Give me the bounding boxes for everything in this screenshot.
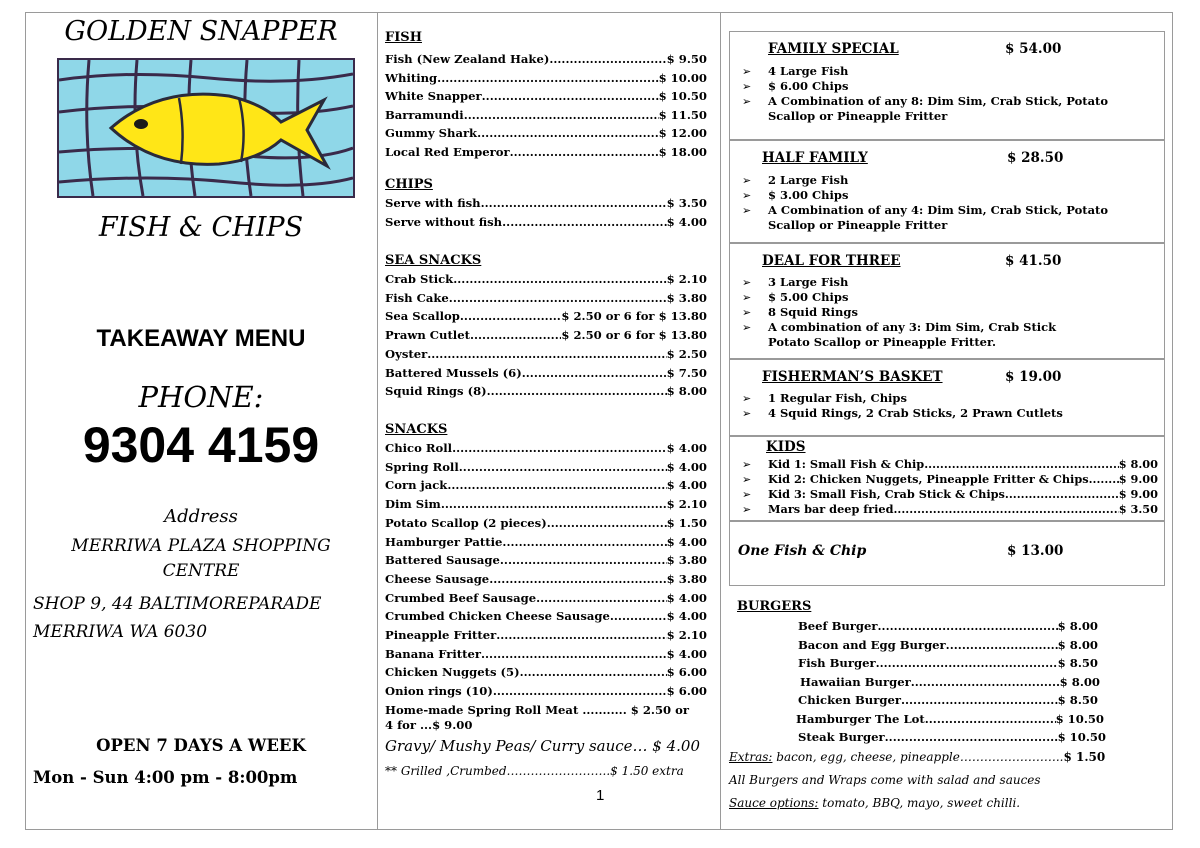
kids-item-price: $ 3.50 [1118, 502, 1158, 516]
sea-snack-item-row [385, 328, 707, 343]
snack-item-row [385, 609, 707, 624]
dot-leader [1005, 487, 1119, 502]
burger-item-name: Chicken Burger [798, 693, 901, 707]
extras-text: bacon, egg, cheese, pineapple…………………….. [772, 750, 1064, 764]
dot-leader [500, 553, 667, 568]
burger-item-price: $ 10.50 [1055, 711, 1104, 726]
sea-snack-item-price: $ 3.80 [666, 290, 707, 305]
snack-item-name: Chico Roll [385, 441, 453, 455]
dot-leader [496, 628, 666, 643]
deal-for-three-text: 8 Squid Rings [768, 305, 858, 319]
dot-leader [447, 478, 666, 493]
kids-item-row [742, 487, 1158, 502]
fish-item-row [385, 71, 707, 86]
dot-leader [502, 215, 667, 230]
address-line-4: MERRIWA WA 6030 [33, 622, 208, 642]
deal-for-three-line [742, 305, 858, 320]
snack-item-name: Crumbed Beef Sausage [385, 590, 537, 605]
sauce-label: Sauce options: [729, 796, 819, 810]
extras-price: $ 1.50 [1063, 750, 1106, 764]
takeaway-heading: TAKEAWAY MENU [96, 325, 306, 352]
arrow-bullet-icon: ➢ [742, 65, 752, 78]
fish-item-row [385, 52, 707, 67]
snack-item-price: $ 2.10 [666, 497, 707, 512]
fish-item-name: Gummy Shark [385, 126, 478, 141]
dot-leader [464, 108, 659, 123]
half-family-title: HALF FAMILY [762, 150, 868, 166]
burger-item-name: Bacon and Egg Burger [798, 637, 946, 652]
sea-snack-item-row [385, 309, 707, 324]
address-label: Address [164, 506, 238, 527]
fishermans-basket-line [742, 391, 907, 406]
burger-item-row [796, 712, 1104, 727]
half-family-line [742, 203, 1108, 218]
family-special-line [742, 79, 848, 94]
address-line-2: CENTRE [162, 561, 240, 581]
arrow-bullet-icon: ➢ [742, 276, 752, 289]
burger-item-name: Steak Burger [798, 730, 885, 744]
fish-heading: FISH [385, 30, 422, 45]
dot-leader [502, 535, 666, 550]
snack-item-name: Spring Roll [385, 459, 459, 474]
fish-item-row [385, 126, 707, 141]
dot-leader [901, 693, 1058, 708]
brand-name: GOLDEN SNAPPER [64, 16, 338, 47]
snack-item-name: Corn jack [385, 478, 448, 493]
kids-item-name: Kid 2: Chicken Nuggets, Pineapple Fritter & Chips [768, 472, 1089, 486]
snack-item-name: Banana Fritter [385, 646, 481, 661]
sea-snack-item-price: $ 2.10 [666, 272, 707, 286]
burger-item-name: Beef Burger [798, 619, 878, 633]
sea-snack-item-name: Crab Stick [385, 272, 454, 286]
snack-item-name: Dim Sim [385, 497, 441, 512]
deal-for-three-line [742, 275, 848, 290]
arrow-bullet-icon: ➢ [742, 503, 752, 516]
fishermans-basket-box [729, 359, 1165, 436]
gravy-line: Gravy/ Mushy Peas/ Curry sauce… $ 4.00 [385, 737, 701, 755]
dot-leader [482, 89, 659, 104]
sea-snack-item-row [385, 384, 707, 399]
arrow-bullet-icon: ➢ [742, 189, 752, 202]
arrow-bullet-icon: ➢ [742, 291, 752, 304]
sea-snack-item-price: $ 7.50 [666, 365, 707, 380]
deal-for-three-title: DEAL FOR THREE [762, 253, 901, 269]
fishermans-basket-price: $ 19.00 [1005, 369, 1062, 385]
sea-snack-item-row [385, 366, 707, 381]
half-family-text: $ 3.00 Chips [768, 188, 849, 202]
fishermans-basket-line [742, 406, 1063, 421]
fish-item-price: $ 18.00 [658, 145, 707, 159]
sea-snack-item-price: $ 2.50 or 6 for $ 13.80 [561, 328, 707, 343]
dot-leader [477, 126, 658, 141]
arrow-bullet-icon: ➢ [742, 488, 752, 501]
burger-item-row [798, 730, 1106, 745]
burger-note: All Burgers and Wraps come with salad and sauces [729, 773, 1041, 787]
sea-snack-item-name: Battered Mussels (6) [385, 365, 522, 380]
arrow-bullet-icon: ➢ [742, 392, 752, 405]
dot-leader [610, 609, 667, 624]
dot-leader [487, 384, 667, 399]
snack-item-name: Hamburger Pattie [385, 534, 503, 549]
family-special-box [729, 31, 1165, 140]
family-special-text: $ 6.00 Chips [768, 79, 849, 93]
fish-item-row [385, 145, 707, 160]
snack-item-row [385, 684, 707, 699]
fish-icon [59, 60, 353, 196]
kids-item-price: $ 9.00 [1118, 472, 1158, 486]
fish-item-name: Fish (New Zealand Hake) [385, 52, 550, 66]
deal-for-three-text: 3 Large Fish [768, 275, 849, 289]
sea-snack-item-name: Sea Scallop [385, 309, 460, 324]
snack-item-price: $ 6.00 [666, 665, 707, 680]
sea-snack-item-row [385, 291, 707, 306]
fish-item-name: Barramundi [385, 107, 464, 122]
arrow-bullet-icon: ➢ [742, 306, 752, 319]
deal-for-three-line [742, 290, 848, 305]
one-fish-price: $ 13.00 [1007, 543, 1064, 559]
snack-item-row [385, 572, 707, 587]
snack-item-price: $ 4.00 [666, 590, 707, 605]
sea-snack-item-name: Fish Cake [385, 290, 449, 305]
burger-item-name: Fish Burger [798, 656, 876, 670]
family-special-line [742, 109, 947, 124]
burger-item-row [798, 638, 1098, 653]
snack-item-row [385, 478, 707, 493]
half-family-text: A Combination of any 4: Dim Sim, Crab Stick, Potato [768, 203, 1109, 217]
dot-leader [452, 441, 667, 456]
fish-mosaic-logo [57, 58, 355, 198]
kids-item-name: Kid 3: Small Fish, Crab Stick & Chips [768, 487, 1005, 501]
arrow-bullet-icon: ➢ [742, 473, 752, 486]
dot-leader [522, 366, 667, 381]
kids-title: KIDS [766, 439, 806, 455]
burger-item-price: $ 10.50 [1057, 730, 1106, 744]
snack-item-price: $ 4.00 [666, 609, 707, 624]
address-line-1: MERRIWA PLAZA SHOPPING [71, 536, 331, 556]
dot-leader [510, 145, 659, 160]
dot-leader [470, 328, 561, 343]
dot-leader [549, 52, 666, 67]
family-special-title: FAMILY SPECIAL [768, 41, 899, 57]
branding-column [25, 12, 377, 830]
fish-item-price: $ 11.50 [658, 107, 707, 122]
page-number: 1 [596, 787, 605, 804]
snack-item-name: Chicken Nuggets (5) [385, 665, 520, 680]
dot-leader [536, 591, 667, 606]
chips-item-name: Serve with fish [385, 196, 481, 210]
arrow-bullet-icon: ➢ [742, 204, 752, 217]
dot-leader [946, 638, 1058, 653]
dot-leader [441, 497, 667, 512]
arrow-bullet-icon: ➢ [742, 458, 752, 471]
dot-leader [460, 309, 561, 324]
dot-leader [1089, 472, 1119, 487]
snack-item-row [385, 516, 707, 531]
brand-tagline: FISH & CHIPS [98, 212, 304, 243]
chips-item-price: $ 3.50 [666, 196, 707, 210]
one-fish-title: One Fish & Chip [738, 543, 867, 559]
sea-snack-item-price: $ 2.50 or 6 for $ 13.80 [561, 309, 707, 324]
dot-leader [427, 347, 666, 362]
kids-item-row [742, 502, 1158, 517]
snack-item-name: Pineapple Fritter [385, 628, 497, 642]
arrow-bullet-icon: ➢ [742, 407, 752, 420]
sea-snack-item-price: $ 8.00 [666, 384, 707, 399]
sauce-text: tomato, BBQ, mayo, sweet chilli. [818, 796, 1021, 810]
one-fish-box [729, 521, 1165, 586]
kids-box [729, 436, 1165, 521]
sea-snack-item-row [385, 272, 707, 287]
family-special-text: Scallop or Pineapple Fritter [768, 109, 948, 123]
snack-item-price: $ 6.00 [666, 684, 707, 699]
sea-snack-item-row [385, 347, 707, 362]
arrow-bullet-icon: ➢ [742, 95, 752, 108]
kids-item-name: Mars bar deep fried [768, 502, 894, 516]
snack-item-price: $ 4.00 [666, 534, 707, 549]
burger-item-price: $ 8.00 [1059, 674, 1100, 689]
fishermans-basket-title: FISHERMAN’S BASKET [762, 369, 943, 385]
dot-leader [885, 730, 1058, 745]
deal-for-three-text: $ 5.00 Chips [768, 290, 849, 304]
dot-leader [924, 457, 1118, 472]
phone-number[interactable]: 9304 4159 [82, 417, 320, 473]
deal-for-three-text: Potato Scallop or Pineapple Fritter. [768, 335, 996, 349]
snack-item-row [385, 535, 707, 550]
half-family-text: Scallop or Pineapple Fritter [768, 218, 948, 232]
dot-leader [925, 712, 1056, 727]
sea-snack-item-price: $ 2.50 [666, 346, 707, 361]
snack-item-name: Crumbed Chicken Cheese Sausage [385, 609, 610, 624]
deals-column [721, 12, 1173, 830]
kids-item-row [742, 472, 1158, 487]
family-special-price: $ 54.00 [1005, 41, 1062, 57]
chips-item-row [385, 215, 707, 230]
snack-item-row [385, 553, 707, 568]
dot-leader [437, 71, 658, 86]
deal-for-three-text: A combination of any 3: Dim Sim, Crab Stick [768, 320, 1057, 334]
snack-item-price: $ 3.80 [666, 571, 707, 586]
snack-item-name: Potato Scallop (2 pieces) [385, 515, 547, 530]
fishermans-basket-text: 4 Squid Rings, 2 Crab Sticks, 2 Prawn Cutlets [768, 406, 1063, 420]
dot-leader [459, 460, 667, 475]
sea-snack-item-name: Oyster [385, 346, 428, 361]
snack-item-row [385, 665, 707, 680]
burger-item-price: $ 8.00 [1057, 619, 1098, 633]
snack-item-price: $ 4.00 [666, 646, 707, 661]
half-family-text: 2 Large Fish [768, 173, 849, 187]
arrow-bullet-icon: ➢ [742, 80, 752, 93]
burger-item-row [798, 619, 1098, 634]
dot-leader [489, 572, 666, 587]
burger-item-price: $ 8.50 [1057, 656, 1098, 670]
burger-item-name: Hawaiian Burger [800, 674, 911, 689]
dot-leader [481, 196, 667, 211]
deal-for-three-line [742, 320, 1056, 335]
dot-leader [449, 291, 667, 306]
burgers-heading: BURGERS [737, 599, 812, 614]
fishermans-basket-text: 1 Regular Fish, Chips [768, 391, 907, 405]
fish-item-price: $ 9.50 [666, 52, 707, 66]
open-days: OPEN 7 DAYS A WEEK [96, 736, 306, 755]
extras-line [729, 750, 1105, 764]
burger-item-row [798, 693, 1098, 708]
half-family-line [742, 188, 848, 203]
chips-heading: CHIPS [385, 177, 433, 192]
sauce-line [729, 796, 1020, 810]
snack-item-price: $ 4.00 [666, 441, 707, 455]
fish-item-price: $ 10.50 [658, 89, 707, 104]
snack-item-price: $ 3.80 [666, 553, 707, 568]
family-special-text: A Combination of any 8: Dim Sim, Crab Stick, Potato [768, 94, 1109, 108]
arrow-bullet-icon: ➢ [742, 321, 752, 334]
deal-for-three-box [729, 243, 1165, 359]
grilled-line: ** Grilled ,Crumbed……………………..$ 1.50 extra [385, 764, 684, 778]
sea-snack-item-name: Squid Rings (8) [385, 384, 487, 399]
snack-item-row [385, 441, 707, 456]
dot-leader [911, 675, 1060, 690]
dot-leader [878, 619, 1058, 634]
family-special-text: 4 Large Fish [768, 64, 849, 78]
arrow-bullet-icon: ➢ [742, 174, 752, 187]
kids-item-price: $ 9.00 [1118, 487, 1158, 501]
kids-item-name: Kid 1: Small Fish & Chip [768, 457, 925, 471]
sea-snacks-heading: SEA SNACKS [385, 253, 482, 268]
snack-item-price: $ 4.00 [666, 478, 707, 493]
snack-item-name: Battered Sausage [385, 553, 500, 568]
half-family-box [729, 140, 1165, 243]
opening-hours: Mon - Sun 4:00 pm - 8:00pm [33, 768, 298, 787]
fish-item-name: White Snapper [385, 89, 482, 104]
half-family-price: $ 28.50 [1007, 150, 1064, 166]
phone-label: PHONE: [138, 380, 264, 414]
chips-item-name: Serve without fish [385, 215, 503, 229]
dot-leader [893, 502, 1118, 517]
fish-item-name: Local Red Emperor [385, 145, 510, 159]
chips-item-row [385, 196, 707, 211]
chips-item-price: $ 4.00 [666, 215, 707, 229]
snack-item-row [385, 591, 707, 606]
spring-roll-meat-line-1: Home-made Spring Roll Meat ........... $ 2.50 or [385, 703, 689, 717]
snack-item-price: $ 4.00 [666, 459, 707, 474]
sea-snack-item-name: Prawn Cutlet [385, 328, 470, 343]
family-special-line [742, 94, 1108, 109]
snack-item-price: $ 1.50 [666, 515, 707, 530]
burger-item-name: Hamburger The Lot [796, 711, 925, 726]
dot-leader [520, 665, 667, 680]
dot-leader [493, 684, 667, 699]
snack-item-name: Cheese Sausage [385, 571, 490, 586]
kids-item-price: $ 8.00 [1118, 457, 1158, 471]
burger-item-row [800, 675, 1100, 690]
burger-item-price: $ 8.50 [1057, 693, 1098, 707]
burger-item-price: $ 8.00 [1057, 637, 1098, 652]
snack-item-row [385, 460, 707, 475]
fish-item-row [385, 108, 707, 123]
snacks-heading: SNACKS [385, 422, 448, 437]
deal-for-three-price: $ 41.50 [1005, 253, 1062, 269]
snack-item-price: $ 2.10 [666, 628, 707, 642]
fish-item-price: $ 12.00 [658, 126, 707, 141]
snack-item-name: Onion rings (10) [385, 684, 493, 699]
address-line-3: SHOP 9, 44 BALTIMOREPARADE [33, 594, 322, 614]
dot-leader [547, 516, 667, 531]
dot-leader [481, 647, 667, 662]
dot-leader [876, 656, 1058, 671]
half-family-line [742, 173, 848, 188]
dot-leader [453, 272, 666, 287]
extras-label: Extras: [729, 750, 773, 764]
snack-item-row [385, 628, 707, 643]
burger-item-row [798, 656, 1098, 671]
fish-item-name: Whiting [385, 70, 438, 85]
spring-roll-meat-line-2: 4 for ...$ 9.00 [385, 718, 473, 732]
fish-item-row [385, 89, 707, 104]
fish-item-price: $ 10.00 [658, 70, 707, 85]
menu-column [377, 12, 721, 830]
half-family-line [742, 218, 947, 233]
family-special-line [742, 64, 848, 79]
snack-item-row [385, 497, 707, 512]
deal-for-three-line [742, 335, 996, 350]
snack-item-row [385, 647, 707, 662]
kids-item-row [742, 457, 1158, 472]
